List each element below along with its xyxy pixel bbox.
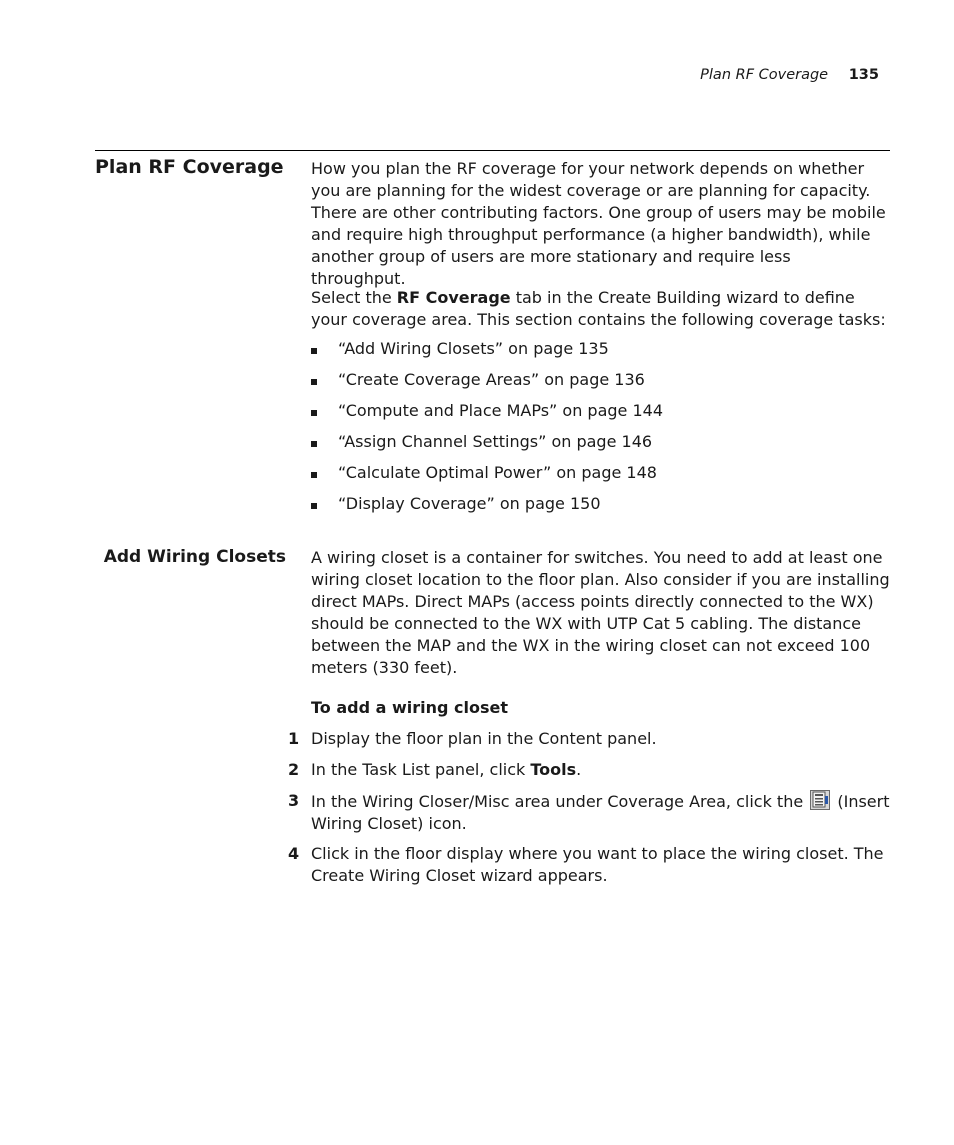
tools-term: Tools <box>530 760 577 779</box>
procedure-step <box>288 790 890 835</box>
step-text: In the Wiring Closer/Misc area under Coverage Area, click the <box>311 792 809 811</box>
running-header <box>700 67 879 83</box>
step-number: 4 <box>288 844 300 863</box>
task-link[interactable]: “Assign Channel Settings” on page 146 <box>338 432 653 451</box>
select-paragraph <box>311 287 890 331</box>
task-link[interactable]: “Display Coverage” on page 150 <box>338 494 601 513</box>
task-list-item <box>311 338 663 369</box>
step-text: Click in the floor display where you want to place the wiring closet. The Create Wiring Closet wizard appears. <box>311 844 884 885</box>
procedure-step <box>288 759 890 781</box>
task-list-item <box>311 400 663 431</box>
select-suffix: tab in the Create Building wizard to define your coverage area. This section contains the following coverage tasks: <box>311 288 886 329</box>
task-list-item <box>311 493 663 524</box>
task-link[interactable]: “Compute and Place MAPs” on page 144 <box>338 401 664 420</box>
step-number: 3 <box>288 791 300 810</box>
procedure-title: To add a wiring closet <box>311 698 509 717</box>
subsection-heading: Add Wiring Closets <box>103 547 286 567</box>
procedure-step <box>288 843 890 887</box>
step-text-end: . <box>576 760 582 779</box>
select-prefix: Select the <box>311 288 397 307</box>
step-text-end: (Insert Wiring Closet) icon. <box>311 792 890 833</box>
task-list-item <box>311 369 663 400</box>
procedure-step <box>288 728 890 750</box>
wiring-closet-paragraph: A wiring closet is a container for switches. You need to add at least one wiring closet location to the floor plan. Also consider if you are installing direct MAPs. Direct MAPs (access points directly connected to the WX) should be connected to the WX with UTP Cat 5 cabling. The distance between the MAP and the WX in the wiring closet can not exceed 100 meters (330 feet). <box>311 548 890 677</box>
task-link[interactable]: “Create Coverage Areas” on page 136 <box>338 370 645 389</box>
running-title: Plan RF Coverage <box>700 67 829 83</box>
bullet-icon <box>311 410 317 416</box>
bullet-icon <box>311 348 317 354</box>
step-text: In the Task List panel, click <box>311 760 531 779</box>
rf-coverage-term: RF Coverage <box>396 288 511 307</box>
section-heading: Plan RF Coverage <box>95 156 284 178</box>
bullet-icon <box>311 472 317 478</box>
insert-wiring-closet-icon <box>810 790 830 810</box>
bullet-icon <box>311 441 317 447</box>
step-number: 2 <box>288 760 300 779</box>
task-list-item <box>311 462 663 493</box>
task-list-item <box>311 431 663 462</box>
task-link[interactable]: “Add Wiring Closets” on page 135 <box>338 339 609 358</box>
step-number: 1 <box>288 729 300 748</box>
bullet-icon <box>311 379 317 385</box>
task-link[interactable]: “Calculate Optimal Power” on page 148 <box>338 463 657 482</box>
step-text: Display the floor plan in the Content panel. <box>311 729 657 748</box>
section-divider <box>95 150 890 151</box>
page-number: 135 <box>848 67 879 83</box>
bullet-icon <box>311 503 317 509</box>
intro-paragraph: How you plan the RF coverage for your network depends on whether you are planning for the widest coverage or are planning for capacity. There are other contributing factors. One group of users may be mobile and require high throughput performance (a higher bandwidth), while another group of users are more stationary and require less throughput. <box>311 159 886 288</box>
task-list <box>311 338 663 524</box>
